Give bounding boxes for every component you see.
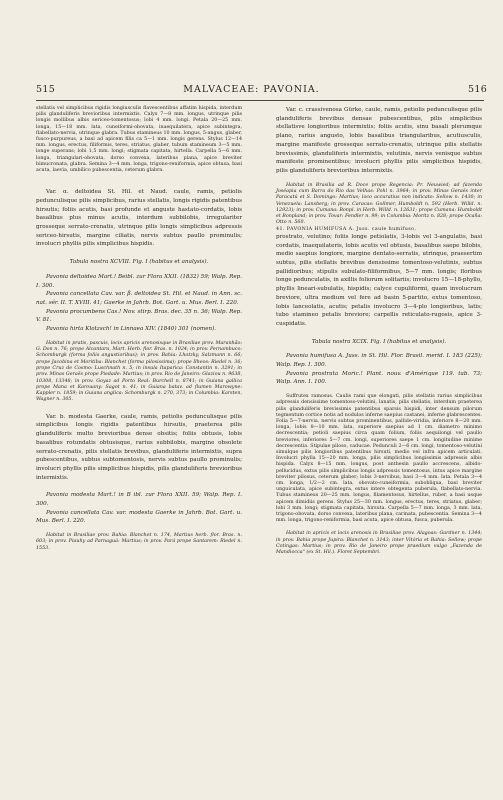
synonym-3: Pavonia procumbens Cas.! Nov. stirp. Bras. dec. 35 n. 36; Walp. Rep. V. 81. bbox=[36, 308, 242, 324]
synonym-7: Pavonia humifusa A. Juss. in St. Hil. Flor. Brasil. merid. I. 183 (225); Walp. Rep. I. 300. bbox=[276, 353, 482, 369]
variety-b: Var. b. modesta Gaerke, caule, ramis, petiolis pedunculisque pilis simplicibus longis rigidis patentibus hirsutis, praeterea pilis glanduliferis multo brevioribus dense obsitis; foliis obtusis, lobis basalibus rotundatis obtusisque, rarius subbilobis, margine obsolete serrato-crenatis, pilis stellatis brevibus, glanduliferis intermixtis, supra pubescentibus, subtus subtomentosis, nervis subtus paullo prominulis; involucri phyllis pilis simplicibus hispidis, pilis glanduliferis brevioribus intermixtis. bbox=[36, 413, 242, 481]
synonym-2: Pavonia cancellata Cav. var. β. deltoidea St. Hil. et Naud. in Ann. sc. nat. sér. II. T. XVIII. 41; Gaerke in Jahrb. Bot. Gart. u. Mus. Berl. I. 220. bbox=[36, 291, 242, 306]
page-header bbox=[0, 0, 503, 110]
right-column bbox=[276, 106, 482, 557]
plate-reference: Tabula nostra XCVIII. Fig. I (habitus et analysis). bbox=[69, 259, 209, 266]
page-number-left: 515 bbox=[36, 84, 56, 95]
habitat-d: Habitat in apricis et locis arenosis in Brasiliae prov. Alagoas: Gardner n. 1344; in prov. Bahia prope Jupira: Blanchet n. 3143; inter Vitória et Bahia: Sellow; prope Cotingas: Martius; in prov. Rio de Janeiro prope praedium vulgo „Fazenda de Mandiocca" (ex St. Hil.). Floret Septembri. bbox=[276, 531, 482, 556]
left-column bbox=[36, 106, 242, 552]
synonym-6: Pavonia cancellata Cav. var. modesta Gaerke in Jahrb. Bot. Gart. u. Mus. Berl. I. 220. bbox=[36, 509, 242, 525]
synonym-4: Pavonia hirta Klotzsch! in Linnaea XIV. (1840) 301 (nomen). bbox=[46, 326, 217, 333]
page-number-right: 516 bbox=[468, 84, 488, 95]
synonym-8: Pavonia prostrata Moric.! Plant. nouv. d'Amérique 119. tab. 73; Walp. Ann. I. 100. bbox=[276, 370, 482, 386]
habitat-a: Habitat in pratis, pascuis, locis apricis arenosisque in Brasiliae prov. Maranhão: G. Don n. 76; prope Alcantara, Mart. Herb. flor. Bras. n. 1024; in prov. Pernambuco: Schomburgk (forma foliis angustioribus); in prov. Bahia: Lhotzky, Salzmann n. 66; prope Jacobina et Moritiba: Blanchet (forma pilosissima); prope Ilheos: Riedel n. 36; prope Cruz de Cosmo: Luschnath n. 5; in insula Itaparica: Constantin n. 3291; in prov. Minas Geraës prope Piedade: Martius; in prov. Rio de Janeiro: Glaziou n. 9638, 10308, 13348; in prov. Goyaz ad Porto Real: Burchell n. 8741; in Guiana gallica prope Mana et Karouany: Sagot n. 41; in Guiana batav. ad flumen Marowyne: Kappler n. 1859; in Guiana anglica: Schomburgk n. 270, 373; in Columbia: Karsten, Wagner n. 305. bbox=[36, 340, 242, 403]
plate-reference-2: Tabula nostra XCIX. Fig. I (habitus et analysis). bbox=[311, 338, 447, 345]
description-continued: stellatis vel simplicibus rigidis longiusculis flavescentibus affatim hispida, interdum pilis glanduliferis brevioribus intermixtis. Calyx 7—8 mm. longus, utrinque pilis longis mollibus albis sericeo-tomentosus; lobi 4 mm. longi. Petala 20—25 mm. longa, 15—18 mm. lata, cuneiformi-obovata, inaequilatera, apice subintegra, flabellato-nervia, utrinque glabra. Tubus stamineus 10 mm. longus, 5-angus, glaber, fusco-purpureus, a basi ad apicem filis ca 5—1 mm. longis gerens. Stylus 12—14 mm. longus, erectus, filiformis, teres, striatus, glaber, tubum stamineum 3—5 mm. longe superans; lobi 1,5 mm. longi; stigmata capitata, hirtella. Carpella 5—6 mm. longa, triangulari-obovata, dorso convexa, lateribus plana, apice breviter bimucronata, glabra. Semina 3—4 mm. longa, trigono-reniformia, apice obtusa, basi acuta, laevia, umbilico pubescentia, ceterum glabra. bbox=[36, 106, 242, 174]
synonym-5: Pavonia modesta Mart.! in B ibl. zur Flora XXII. 59; Walp. Rep. I. 300. bbox=[36, 492, 242, 508]
header-rule bbox=[36, 100, 484, 101]
variety-a: Var. α. deltoidea St. Hil. et Naud. caule, ramis, petiolis pedunculisque pilis simplicibus, rarius stellatis, longis rigidis patentibus hirsutis; foliis acutis, basi profunde et anguste hastato-cordatis, lobis basalibus plus minus acutis, interdum subbilobis, irregulariter grosseque serrato-crenatis, utrinque pilis longis simplicibus adpressis sericeo-hirsutis, margine ciliatis, nervis subtus paullo prominulis; involucri phyllis pilis simplicibus hispidis. bbox=[36, 189, 242, 248]
species-heading: 41. PAVONIA HUMIFUSA A. Juss. caule humifuso, bbox=[276, 226, 417, 232]
habitat-c: Habitat in Brasilia ad R. Doce prope Regencia: Pr. Neuwied; ad fazenda Joséapia cum Barra do Rio das Velhas: Pohl n. 3964; in prov. Minas Geraës inter Paracatú et S. Domingo: Martius; loco accuratius non indicato: Sellow n. 1430; in Venezuela: Lansberg; in prov. Caracas: Gollmer, Humboldt n. 592 (Herb. Willd. n. 12923); in prov. Cumana: Bonpl. in Herb. Willd. n. 12631; prope Cumana: Humboldt et Bonpland; in prov. Tovar: Fendler n. 99; in Columbia: Moritz n. 828; prope Ocaña: Otto n. 560. bbox=[276, 182, 482, 226]
synonym-1: Pavonia deltoidea Mart.! Beibl. zur Flora XXII. (1832) 59; Walp. Rep. I. 300. bbox=[36, 273, 242, 289]
species-description: Suffrutex ramosus. Caulis rami que elongati, pilis stellatis rarius simplicibus adpressis densissime tomentoso-velutini, lanatis, pilis stellatis, interdum praeterea pilis glanduliferis brevissimis patentibus sparsis hispidi, inter densum pilorum tegmentum cortice notis ad nodulos inferne saepius castanei, inferne glabrescentes. Folia 5—7-nervia, nervis subtus prominentibus, pallide-viridia, inferiore 8—20 mm. longa, lobis 8—10 mm. lata, superiore saepius ad 1 cm. diametro minimo decrescentia; petioli saepius circa quam folium, foliis aequilongi vel paullo breviores, inferiores 5—7 cm. longi, superiores saepe 1 cm. longitudine minime decrescentia. Stipulae piloso, caducae. Pedunculi 2—6 cm. longi, tomentoso-velutini simulque pilis longioribus patentibus hirsuti, medio vel infra apicem articulati. Involucri phylla 15—20 mm. longa, pilis simplicibus longissimis adpressis albis hispida. Calyx 8—15 mm. longus, post anthesin paullo accrescens, albido-pellucidus, extus pilis simplicibus longis adpressis tomentosus, intus apice margine breviter pilosus, ceterum glaber; lobis 3-nervibus, basi 3—4 mm. lata. Petala 3—4 cm. longa, 1/2—2 cm. lata, obovato-cuneiformia, subobliqua, basi breviter unguiculata, apice subintegra, extus intere obtegenta puberula, flabellato-nervia. Tubus stamineus 20—25 mm. longus, filamentosus, hirtellus, ruber, a basi usque apicem dimidiis gerens. Stylus 25—30 mm. longus, erectus, teres, striatus, glaber; lobi 3 mm. longi; stigmata capitata, hirsuta. Carpella 5—7 mm. longa, 3 mm. lata, trigono-obovata, dorso convexa, lateribus plana, carinata, pubescentia. Semina 3—4 mm. longa, trigono-reniformia, basi acuta, apice obtusa, fusca, puberula. bbox=[276, 394, 482, 524]
running-title: MALVACEAE: PAVONIA. bbox=[183, 84, 320, 95]
habitat-b: Habitat in Brasiliae prov. Bahia: Blanchet n. 174, Martius herb. flor. Bras. n. 603; in prov. Piauhy ad Parnaguá: Martius; in prov. Pará prope Santarem: Riedel n. 1553. bbox=[36, 533, 242, 551]
species-diagnosis: prostrato, velutino; foliis longe petiolatis, 3-lobis vel 3-angulatis, basi cordatis, inaequilateris, lobis acutis vel obtusis, basalibus saepe bilobis, medio saepius longiore, margine dentato-serratis, utrinque, praesertim subtus, pilis stellatis brevibus densissime tomentoso-velutinis, subtus pallidioribus; stipulis subulato-filiformibus, 5—7 mm. longis; floribus longe pedunculatis, in axillis foliorum solitariis; involucro 15—18-phyllo, phyllis lineari-subulatis, hispidis; calyce cupuliformi, quam involucrum breviore, ultra medium vel fere ad basin 5-partito, extus tomentoso, lobis lanceolatis, acutis; petalis involucro 3—4-plo longioribus, latis; tubo stamineo petalis breviore; carpellis reticulato-rugosis, apice 3-cuspidatis. bbox=[276, 233, 482, 327]
variety-c: Var. c. crassivenosa Gürke, caule, ramis, petiolis pedunculisque pilis glanduliferis brevibus densae pubescentibus, pilis simplicibus stellatisve longioribus intermixtis; foliis acutis, sinu basali plerumque plano, rarius angusto, lobis basalibus triangularibus, acutiusculis, margine manifeste grosseque serrato-crenatis, utrinque pilis stellatis brevissimis, glanduliferis intermixtis, velutinis, nervis venisque subtus manifeste prominentibus; involucri phyllis pilis simplicibus hispidis, pilis glanduliferis brevioribus intermixtis. bbox=[276, 107, 482, 174]
